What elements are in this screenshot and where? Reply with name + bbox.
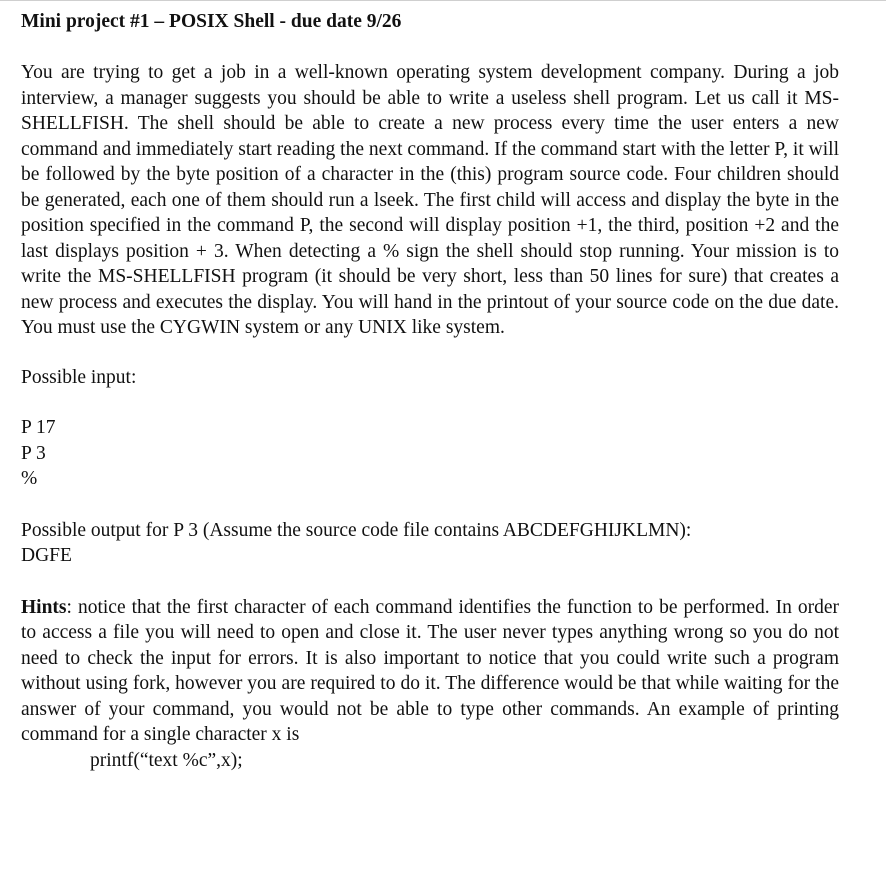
document-title: Mini project #1 – POSIX Shell - due date 9/26 <box>21 11 402 32</box>
input-line: P 3 <box>21 442 46 464</box>
possible-output-label: Possible output for P 3 (Assume the source code file contains ABCDEFGHIJKLMN): <box>21 519 692 541</box>
hints-paragraph <box>21 595 839 748</box>
intro-paragraph: You are trying to get a job in a well-known operating system development company. During a job interview, a manager suggests you should be able to write a useless shell program. Let us call it MS-SHELLFISH. The shell should be able to create a new process every time the user enters a new command and immediately start reading the next command. If the command start with the letter P, it will be followed by the byte position of a character in the (this) program source code. Four children should be generated, each one of them should run a lseek. The first child will access and display the byte in the position specified in the command P, the second will display position +1, the third, position +2 and the last displays position + 3. When detecting a % sign the shell should stop running. Your mission is to write the MS-SHELLFISH program (it should be very short, less than 50 lines for sure) that creates a new process and executes the display. You will hand in the printout of your source code on the due date. You must use the CYGWIN system or any UNIX like system. <box>21 62 839 338</box>
top-divider <box>0 0 886 1</box>
output-value: DGFE <box>21 545 72 566</box>
input-list <box>21 415 839 492</box>
possible-input-label: Possible input: <box>21 366 137 388</box>
code-example: printf(“text %c”,x); <box>90 749 243 771</box>
input-line: P 17 <box>21 417 56 438</box>
hints-label: Hints <box>21 596 67 618</box>
hints-text: : notice that the first character of each command identifies the function to be performed. In order to access a file you will need to open and close it. The user never types anything wrong so you do not need to check the input for errors. It is also important to notice that you could write such a program without using fork, however you are required to do it. The difference would be that while waiting for the answer of your command, you would not be able to type other commands. An example of printing command for a single character x is <box>21 596 839 745</box>
input-line: % <box>21 468 38 489</box>
document-page <box>21 9 839 773</box>
